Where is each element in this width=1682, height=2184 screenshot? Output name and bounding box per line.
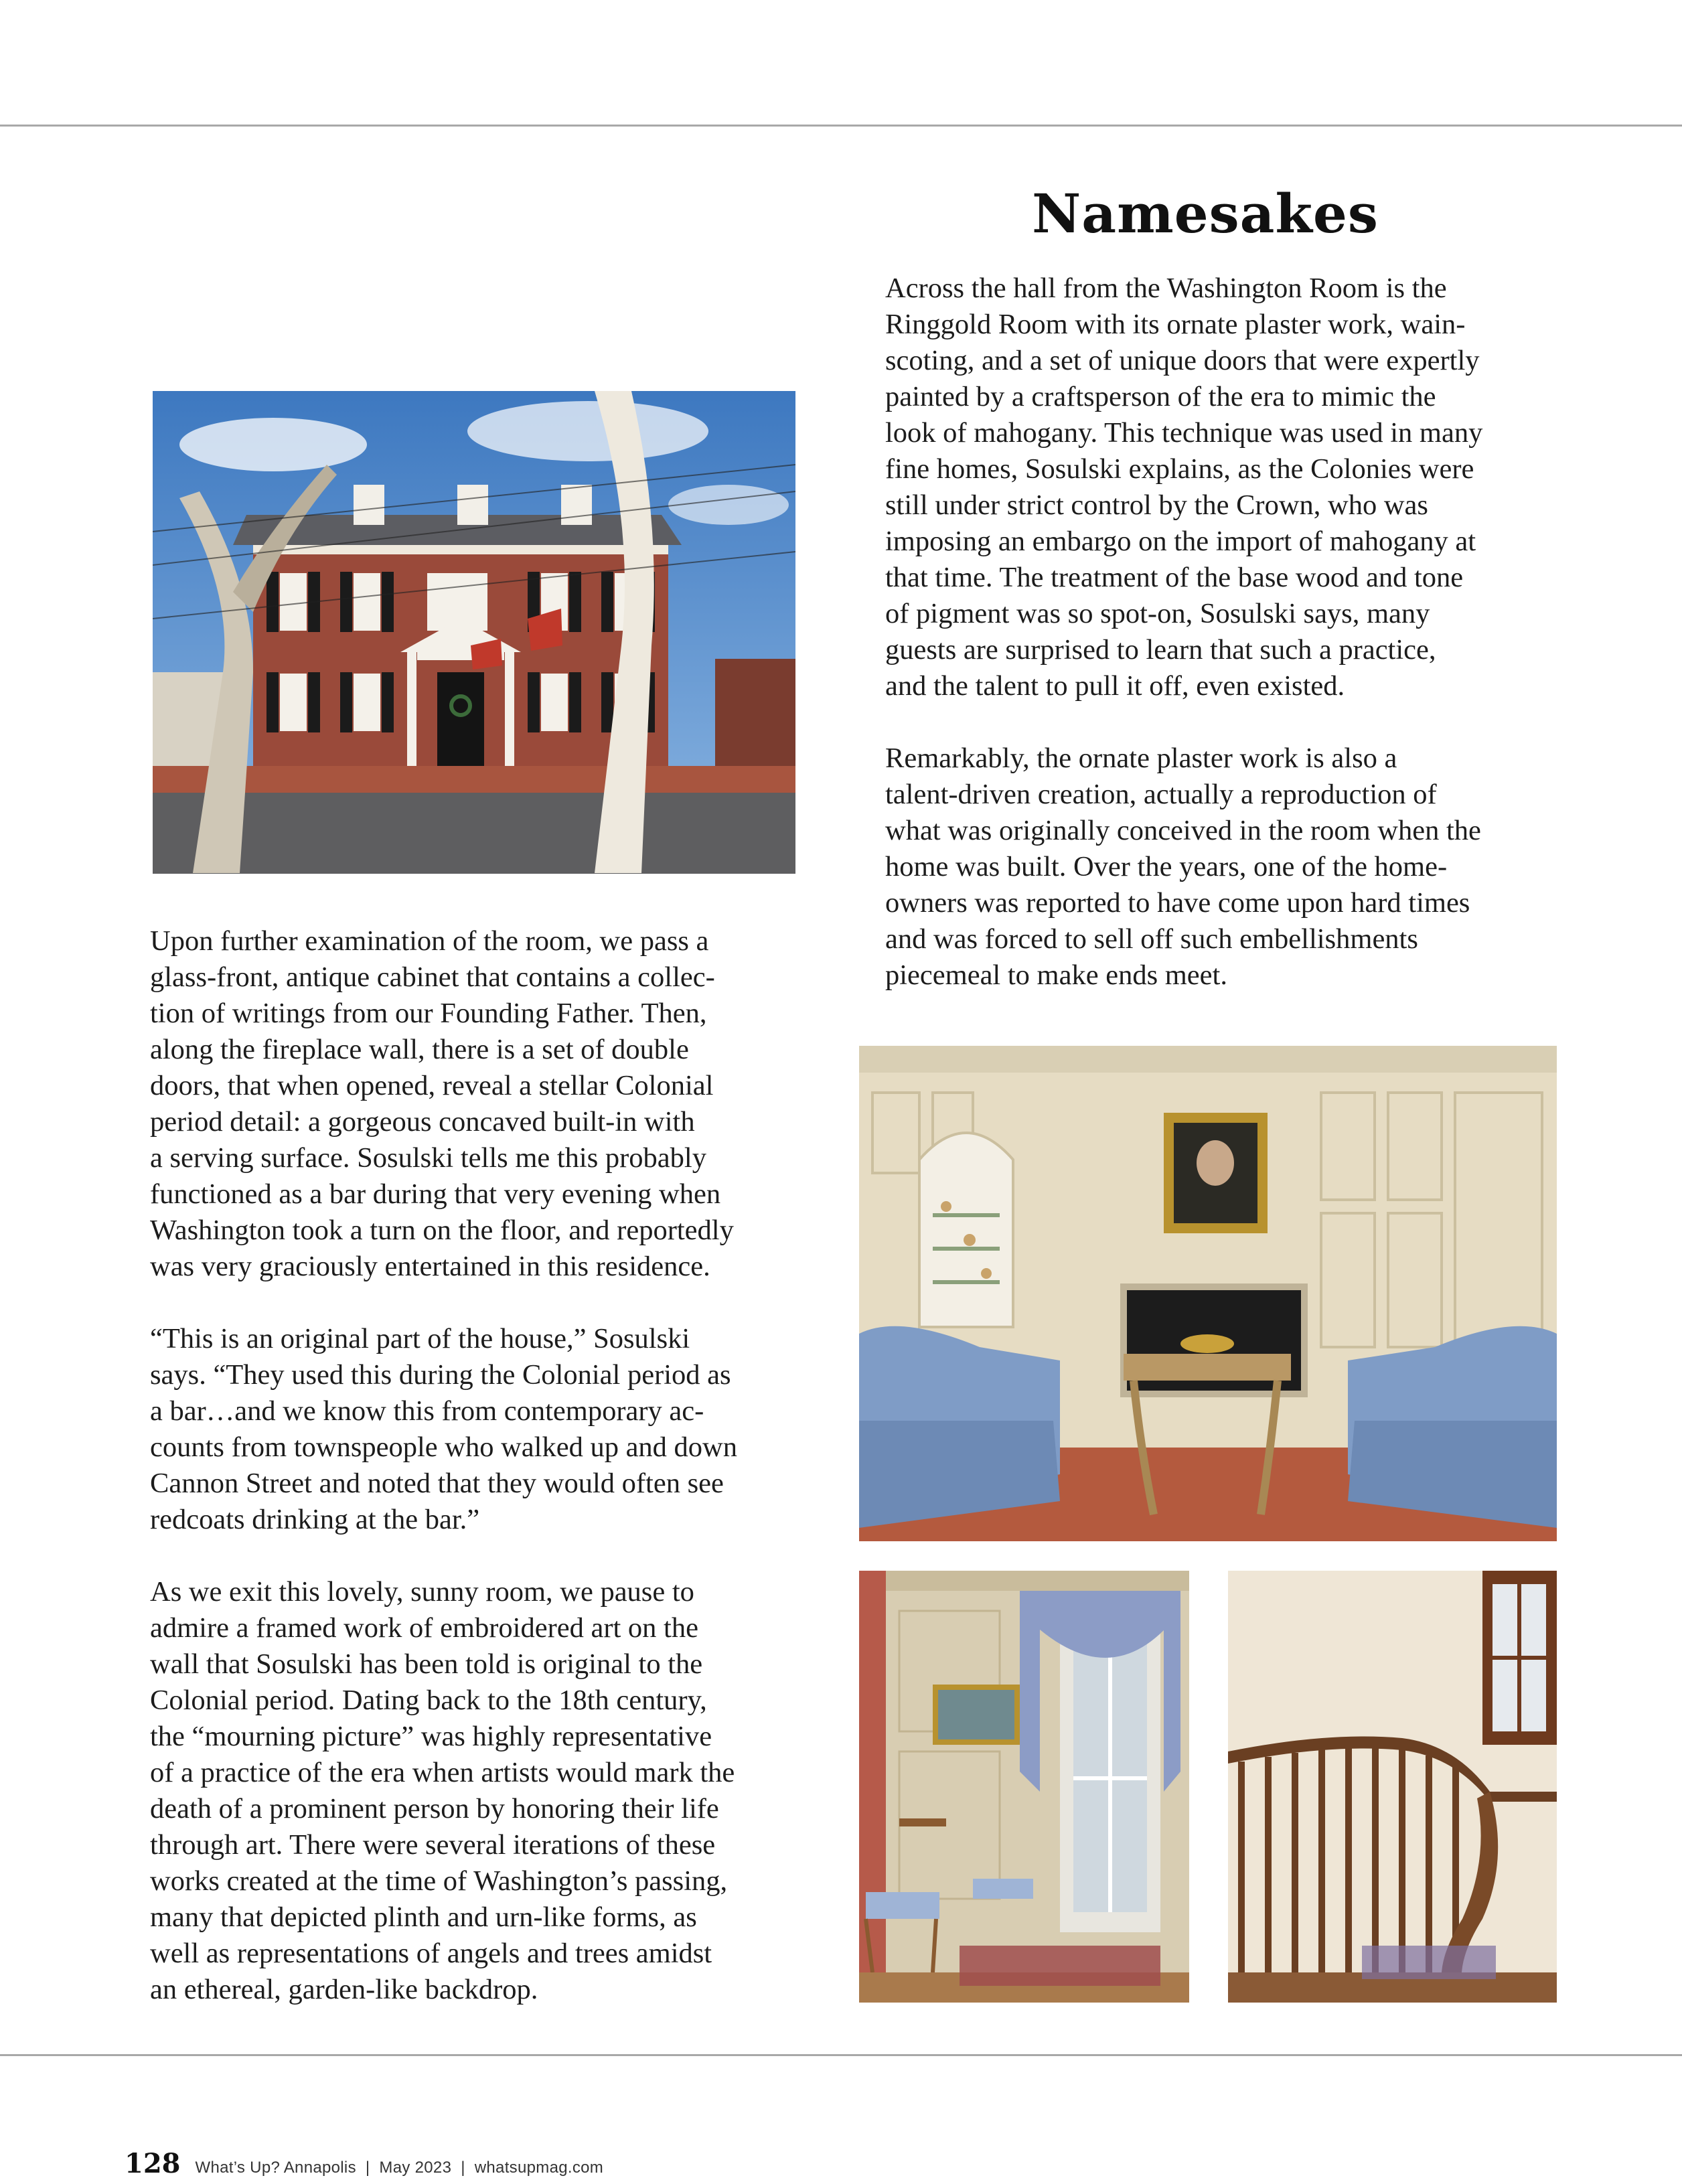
- left-column: [150, 923, 820, 2044]
- issue-date: May 2023: [379, 2159, 452, 2177]
- right-paragraph-1: Across the hall from the Washington Room is the Ringgold Room with its ornate plaster work, wain- scoting, and a set of unique doors that were expertly painted by a craftsperson of the era to mimic the look of mahogany. This technique was used in many fine homes, Sosulski explains, as the Colonies were still under strict control by the Crown, who was imposing an embargo on the import of mahogany at that time. The treatment of the base wood and tone of pigment was so spot-on, Sosulski says, many guests are surprised to learn that such a practice, and the talent to pull it off, even existed.: [885, 272, 1483, 702]
- left-paragraph-1: Upon further examination of the room, we pass a glass-front, antique cabinet that contains a collec- tion of writings from our Founding Father. Then, along the fireplace wall, there is a set of double doors, that when opened, reveal a stellar Colonial period detail: a gorgeous concaved built-in with a serving surface. Sosulski tells me this probably functioned as a bar during that very evening when Washington took a turn on the floor, and reportedly was very graciously entertained in this residence.: [150, 925, 734, 1282]
- right-paragraph-2: Remarkably, the ornate plaster work is also a talent-driven creation, actually a reproduction of what was originally conceived in the room when the home was built. Over the years, one of the home- owners was reported to have come upon hard times and was forced to sell off such embellishments piecemeal to make ends meet.: [885, 743, 1481, 991]
- house-exterior-photo: [153, 391, 795, 874]
- staircase-photo: [1228, 1571, 1557, 2003]
- page-number: 128: [125, 2148, 181, 2179]
- website-link[interactable]: whatsupmag.com: [474, 2159, 604, 2177]
- section-heading: Namesakes: [1032, 182, 1379, 245]
- footer-separator: |: [461, 2159, 465, 2177]
- right-column: [885, 270, 1555, 1030]
- footer-separator: |: [365, 2159, 370, 2177]
- left-paragraph-2: “This is an original part of the house,” Sosulski says. “They used this during the Colonial period as a bar…and we know this from contemporary ac- counts from townspeople who walked up and down Cannon Street and noted that they would often see redcoats drinking at the bar.”: [150, 1323, 737, 1535]
- publication-name: What’s Up? Annapolis: [195, 2159, 356, 2177]
- window-corner-photo: [859, 1571, 1189, 2003]
- page-footer: [125, 2148, 603, 2181]
- bottom-rule: [0, 2054, 1682, 2056]
- left-paragraph-3: As we exit this lovely, sunny room, we pause to admire a framed work of embroidered art on the wall that Sosulski has been told is original to the Colonial period. Dating back to the 18th century, the “mourning picture” was highly representative of a practice of the era when artists would mark the death of a prominent person by honoring their life through art. There were several iterations of these works created at the time of Washington’s passing, many that depicted plinth and urn-like forms, as well as representations of angels and trees amidst an ethereal, garden-like backdrop.: [150, 1576, 735, 2005]
- ringgold-room-photo: [859, 1046, 1557, 1541]
- top-rule: [0, 125, 1682, 127]
